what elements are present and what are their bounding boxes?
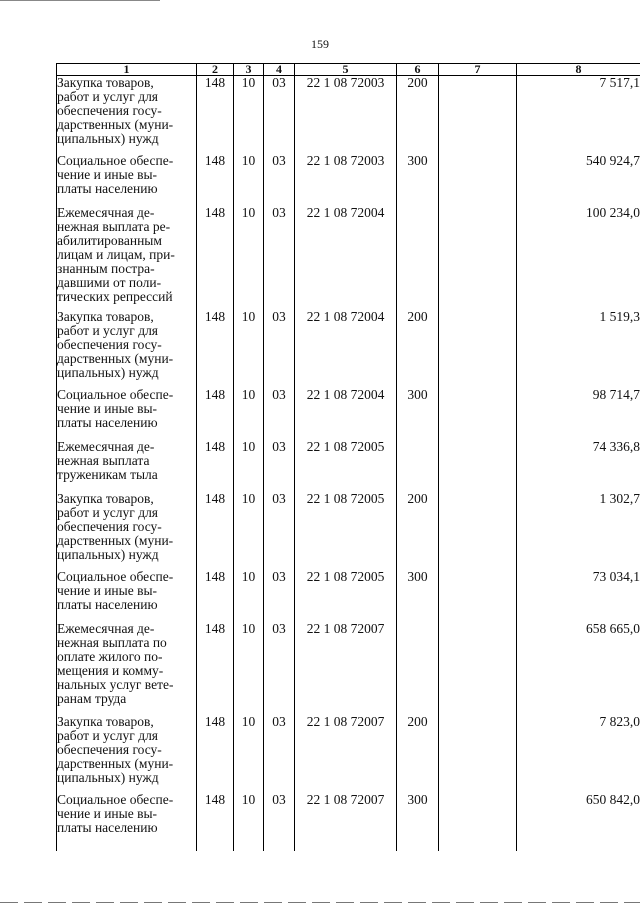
amount: 1 519,3	[517, 310, 640, 388]
section-code: 148	[197, 622, 234, 715]
row-name	[57, 492, 197, 570]
expense-type-code: 300	[397, 154, 439, 206]
column-7	[439, 492, 517, 570]
expense-type-code: 200	[397, 76, 439, 154]
table-row	[57, 388, 640, 440]
column-7	[439, 154, 517, 206]
column-7	[439, 793, 517, 851]
row-name-text: Социальное обеспе- чение и иные вы- платы населению	[57, 568, 174, 612]
section-sub-code: 03	[264, 570, 295, 622]
scan-edge-bottom	[0, 902, 640, 903]
table-row	[57, 570, 640, 622]
section-sub-code: 03	[264, 440, 295, 492]
column-7	[439, 310, 517, 388]
row-name	[57, 388, 197, 440]
row-name-text: Закупка товаров, работ и услуг для обеспечения госу- дарственных (муни- ципальных) нужд	[57, 75, 174, 146]
expense-type-code: 300	[397, 388, 439, 440]
page-number: 159	[311, 37, 329, 51]
column-7	[439, 622, 517, 715]
expense-type-code: 200	[397, 310, 439, 388]
row-name-text: Ежемесячная де- нежная выплата ре- абилитированным лицам и лицам, при- знанным постра- давшими от поли- тических репрессий	[57, 204, 175, 304]
target-article-code: 22 1 08 72005	[295, 492, 397, 570]
table-body	[57, 76, 640, 851]
table-row	[57, 492, 640, 570]
section-code: 148	[197, 440, 234, 492]
expense-type-code	[397, 622, 439, 715]
amount: 74 336,8	[517, 440, 640, 492]
section-code: 148	[197, 310, 234, 388]
row-name	[57, 622, 197, 715]
expense-type-code	[397, 206, 439, 310]
expense-type-code: 200	[397, 492, 439, 570]
target-article-code: 22 1 08 72005	[295, 440, 397, 492]
target-article-code: 22 1 08 72007	[295, 622, 397, 715]
subsection-code: 10	[234, 622, 264, 715]
column-7	[439, 206, 517, 310]
subsection-code: 10	[234, 154, 264, 206]
amount: 658 665,0	[517, 622, 640, 715]
subsection-code: 10	[234, 492, 264, 570]
subsection-code: 10	[234, 310, 264, 388]
amount: 540 924,7	[517, 154, 640, 206]
col-header-6: 6	[397, 64, 439, 76]
table-row	[57, 310, 640, 388]
amount: 1 302,7	[517, 492, 640, 570]
subsection-code: 10	[234, 440, 264, 492]
col-header-7: 7	[439, 64, 517, 76]
section-sub-code: 03	[264, 715, 295, 793]
target-article-code: 22 1 08 72005	[295, 570, 397, 622]
section-sub-code: 03	[264, 492, 295, 570]
amount: 98 714,7	[517, 388, 640, 440]
row-name	[57, 570, 197, 622]
table-row	[57, 715, 640, 793]
col-header-3: 3	[234, 64, 264, 76]
section-code: 148	[197, 206, 234, 310]
section-code: 148	[197, 76, 234, 154]
section-code: 148	[197, 154, 234, 206]
table-row	[57, 154, 640, 206]
row-name	[57, 310, 197, 388]
row-name	[57, 76, 197, 154]
subsection-code: 10	[234, 206, 264, 310]
column-7	[439, 440, 517, 492]
subsection-code: 10	[234, 388, 264, 440]
row-name-text: Закупка товаров, работ и услуг для обеспечения госу- дарственных (муни- ципальных) нужд	[57, 713, 174, 785]
column-7	[439, 388, 517, 440]
row-name-text: Социальное обеспе- чение и иные вы- платы населению	[57, 152, 174, 196]
section-sub-code: 03	[264, 310, 295, 388]
row-name-text: Закупка товаров, работ и услуг для обеспечения госу- дарственных (муни- ципальных) нужд	[57, 308, 174, 380]
table-row	[57, 622, 640, 715]
table-row	[57, 76, 640, 154]
row-name-text: Социальное обеспе- чение и иные вы- платы населению	[57, 791, 174, 835]
row-name	[57, 206, 197, 310]
header-row	[57, 64, 640, 76]
col-header-8: 8	[517, 64, 640, 76]
scan-edge-top	[0, 0, 160, 1]
row-name-text: Закупка товаров, работ и услуг для обеспечения госу- дарственных (муни- ципальных) нужд	[57, 490, 174, 562]
section-sub-code: 03	[264, 388, 295, 440]
subsection-code: 10	[234, 570, 264, 622]
amount: 7 823,0	[517, 715, 640, 793]
target-article-code: 22 1 08 72004	[295, 310, 397, 388]
col-header-2: 2	[197, 64, 234, 76]
subsection-code: 10	[234, 715, 264, 793]
row-name	[57, 793, 197, 851]
section-sub-code: 03	[264, 76, 295, 154]
section-sub-code: 03	[264, 154, 295, 206]
expense-type-code: 300	[397, 793, 439, 851]
expense-type-code	[397, 440, 439, 492]
section-code: 148	[197, 388, 234, 440]
col-header-4: 4	[264, 64, 295, 76]
target-article-code: 22 1 08 72007	[295, 715, 397, 793]
row-name	[57, 154, 197, 206]
section-sub-code: 03	[264, 206, 295, 310]
expense-type-code: 300	[397, 570, 439, 622]
table-row	[57, 793, 640, 851]
section-code: 148	[197, 793, 234, 851]
amount: 650 842,0	[517, 793, 640, 851]
amount: 73 034,1	[517, 570, 640, 622]
target-article-code: 22 1 08 72007	[295, 793, 397, 851]
target-article-code: 22 1 08 72003	[295, 154, 397, 206]
expense-type-code: 200	[397, 715, 439, 793]
column-7	[439, 570, 517, 622]
table-row	[57, 206, 640, 310]
row-name-text: Ежемесячная де- нежная выплата труженикам тыла	[57, 438, 158, 482]
row-name	[57, 440, 197, 492]
column-7	[439, 76, 517, 154]
column-7	[439, 715, 517, 793]
row-name	[57, 715, 197, 793]
target-article-code: 22 1 08 72003	[295, 76, 397, 154]
subsection-code: 10	[234, 793, 264, 851]
target-article-code: 22 1 08 72004	[295, 206, 397, 310]
table-row	[57, 440, 640, 492]
subsection-code: 10	[234, 76, 264, 154]
row-name-text: Социальное обеспе- чение и иные вы- платы населению	[57, 386, 174, 430]
section-sub-code: 03	[264, 622, 295, 715]
section-code: 148	[197, 715, 234, 793]
budget-table	[56, 63, 640, 851]
section-code: 148	[197, 570, 234, 622]
col-header-1: 1	[57, 64, 197, 76]
col-header-5: 5	[295, 64, 397, 76]
target-article-code: 22 1 08 72004	[295, 388, 397, 440]
amount: 100 234,0	[517, 206, 640, 310]
amount: 7 517,1	[517, 76, 640, 154]
section-sub-code: 03	[264, 793, 295, 851]
section-code: 148	[197, 492, 234, 570]
row-name-text: Ежемесячная де- нежная выплата по оплате жилого по- мещения и комму- нальных услуг вете- ранам труда	[57, 620, 174, 706]
